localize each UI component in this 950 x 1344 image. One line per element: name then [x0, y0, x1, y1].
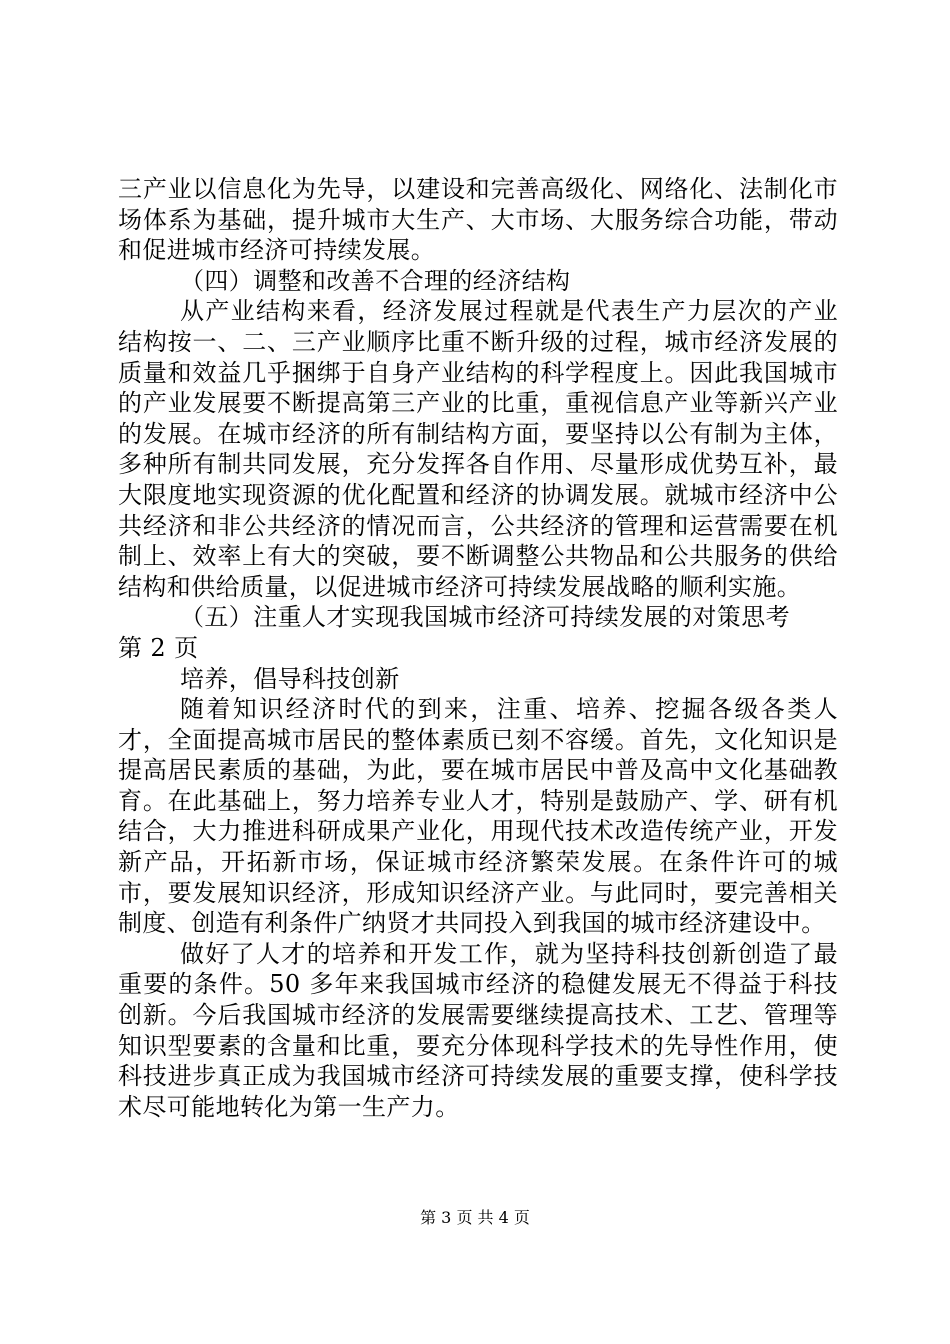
- paragraph-innovation: 做好了人才的培养和开发工作，就为坚持科技创新创造了最重要的条件。50 多年来我国城市经济的稳健发展无不得益于科技创新。今后我国城市经济的发展需要继续提高技术、工艺、管理等知识型要素的含量和比重，要充分体现科学技术的先导性作用，使科技进步真正成为我国城市经济可持续发展的重要支撑，使科学技术尽可能地转化为第一生产力。: [118, 939, 838, 1121]
- paragraph-industrial-structure: 从产业结构来看，经济发展过程就是代表生产力层次的产业结构按一、二、三产业顺序比重不断升级的过程，城市经济发展的质量和效益几乎捆绑于自身产业结构的科学程度上。因此我国城市的产业发展要不断提高第三产业的比重，重视信息产业等新兴产业的发展。在城市经济的所有制结构方面，要坚持以公有制为主体，多种所有制共同发展，充分发挥各自作用、尽量形成优势互补，最大限度地实现资源的优化配置和经济的协调发展。就城市经济中公共经济和非公共经济的情况而言，公共经济的管理和运营需要在机制上、效率上有大的突破，要不断调整公共物品和公共服务的供给结构和供给质量，以促进城市经济可持续发展战略的顺利实施。: [118, 297, 838, 601]
- section-heading-4: （四）调整和改善不合理的经济结构: [180, 266, 571, 295]
- paragraph-continuation: 三产业以信息化为先导，以建设和完善高级化、网络化、法制化市场体系为基础，提升城市大生产、大市场、大服务综合功能，带动和促进城市经济可持续发展。: [118, 175, 838, 265]
- section-heading-5-continuation: 培养，倡导科技创新: [180, 664, 400, 693]
- paragraph-talent: 随着知识经济时代的到来，注重、培养、挖掘各级各类人才，全面提高城市居民的整体素质已刻不容缓。首先，文化知识是提高居民素质的基础，为此，要在城市居民中普及高中文化基础教育。在此基础上，努力培养专业人才，特别是鼓励产、学、研有机结合，大力推进科研成果产业化，用现代技术改造传统产业，开发新产品，开拓新市场，保证城市经济繁荣发展。在条件许可的城市，要发展知识经济，形成知识经济产业。与此同时，要完善相关制度、创造有利条件广纳贤才共同投入到我国的城市经济建设中。: [118, 695, 838, 938]
- page-footer: 第 3 页 共 4 页: [420, 1208, 530, 1227]
- section-heading-5: （五）注重人才实现我国城市经济可持续发展的对策思考: [180, 603, 790, 632]
- document-body: [118, 174, 838, 1122]
- inline-page-marker: 第 2 页: [118, 633, 199, 662]
